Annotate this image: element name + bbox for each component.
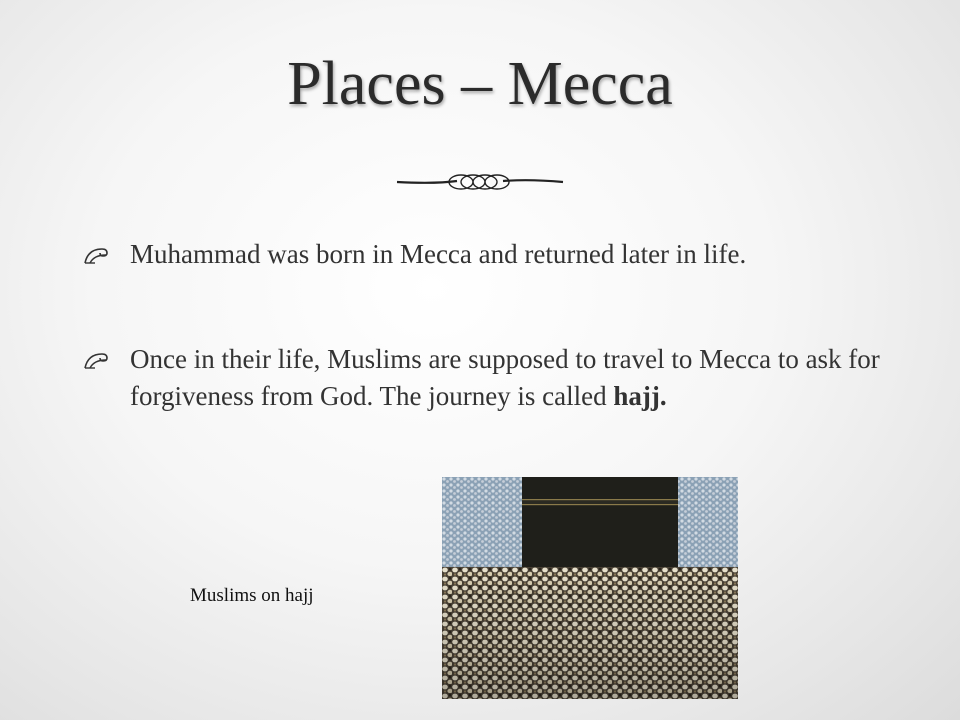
flourish-divider-icon [395, 168, 565, 196]
scroll-bullet-icon [82, 245, 110, 267]
slide-title: Places – Mecca [287, 50, 673, 118]
bullet-list [82, 236, 882, 415]
bullet-item [82, 341, 882, 415]
bullet-text: Once in their life, Muslims are supposed to travel to Mecca to ask for forgiveness from God. The journey is called [130, 344, 880, 411]
bullet-text: Muhammad was born in Mecca and returned later in life. [130, 239, 747, 269]
image-caption: Muslims on hajj [190, 585, 314, 606]
hajj-photo [442, 477, 738, 699]
bullet-item [82, 236, 882, 273]
hajj-term: hajj [613, 381, 660, 411]
scroll-bullet-icon [82, 350, 110, 372]
bullet-period: . [659, 381, 667, 411]
